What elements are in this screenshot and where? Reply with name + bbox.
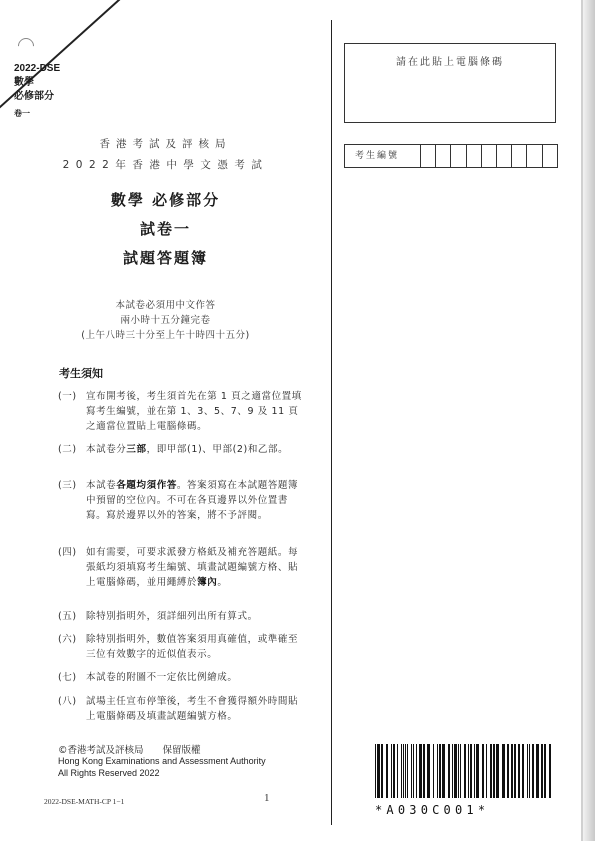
paper-title-paper: 試卷一: [139, 220, 191, 238]
barcode-bar: [493, 744, 495, 798]
barcode-bar: [452, 744, 453, 798]
instruction-number: (四): [58, 547, 77, 558]
instruction-item: [58, 545, 308, 590]
barcode-bar: [377, 744, 380, 798]
barcode-bar: [458, 744, 459, 798]
instruction-number: (三): [58, 480, 77, 491]
barcode-bar: [423, 744, 425, 798]
candidate-digit-box[interactable]: [543, 145, 557, 167]
instruction-text: 本試卷的附圖不一定依比例繪成。: [86, 672, 238, 683]
barcode-bar: [490, 744, 492, 798]
page-edge-shadow: [583, 0, 595, 841]
candidate-number-cells[interactable]: [421, 145, 557, 167]
barcode-bar: [433, 744, 434, 798]
instruction-item: [58, 478, 308, 523]
barcode-bar: [381, 744, 383, 798]
barcode-bar: [502, 744, 505, 798]
instruction-emphasis: 簿內: [197, 577, 218, 588]
barcode-bar: [536, 744, 539, 798]
candidate-digit-box[interactable]: [421, 145, 436, 167]
barcode-bar: [393, 744, 395, 798]
instruction-text: ，即甲部(1)、甲部(2)和乙部。: [146, 444, 289, 455]
copyright-notice: ©香港考試及評核局 保留版權: [58, 745, 201, 756]
instruction-text: 試場主任宣布停筆後，考生不會獲得額外時間貼上電腦條碼及填畫試題編號方格。: [86, 696, 299, 722]
barcode-number: *A030C001*: [375, 803, 490, 817]
barcode-bar: [460, 744, 461, 798]
candidate-digit-box[interactable]: [527, 145, 542, 167]
barcode-bar: [544, 744, 546, 798]
instruction-text: 宣布開考後，考生須首先在第 1 頁之適當位置填寫考生編號，並在第 1、3、5、7、9 及 11 頁之適當位置貼上電腦條碼。: [86, 391, 302, 432]
language-note: 本試卷必須用中文作答: [115, 300, 216, 311]
barcode-bar: [474, 744, 475, 798]
barcode-bar: [416, 744, 417, 798]
page-number: 1: [264, 792, 270, 804]
candidate-digit-box[interactable]: [497, 145, 512, 167]
duration-note: 兩小時十五分鐘完卷: [120, 315, 211, 326]
barcode-bar: [482, 744, 484, 798]
barcode-bar: [391, 744, 392, 798]
barcode-bar: [476, 744, 479, 798]
barcode-bar: [407, 744, 408, 798]
barcode-bar: [448, 744, 450, 798]
punch-hole-icon: [15, 35, 38, 58]
barcode-bar: [549, 744, 551, 798]
paper-title-booklet: 試題答題簿: [122, 249, 208, 267]
candidate-digit-box[interactable]: [451, 145, 466, 167]
barcode-bar: [464, 744, 466, 798]
candidate-digit-box[interactable]: [467, 145, 482, 167]
rights-reserved: All Rights Reserved 2022: [58, 768, 160, 778]
barcode-bar: [527, 744, 528, 798]
instruction-item: [58, 694, 308, 724]
candidate-digit-box[interactable]: [436, 145, 451, 167]
candidate-digit-box[interactable]: [482, 145, 497, 167]
barcode-bar: [386, 744, 388, 798]
paper-title-subject: 數學 必修部分: [110, 191, 221, 209]
barcode-bar: [403, 744, 404, 798]
instruction-text: 除特別指明外，數值答案須用真確值，或準確至三位有效數字的近似值表示。: [86, 634, 299, 660]
barcode-bar: [419, 744, 422, 798]
candidate-number-label: 考生編號: [345, 145, 421, 167]
barcode-bar: [529, 744, 530, 798]
barcode-image: [375, 744, 551, 798]
barcode-bar: [518, 744, 520, 798]
exam-name: 2022年香港中學文憑考試: [62, 159, 269, 171]
page-divider: [331, 20, 332, 825]
instruction-number: (八): [58, 696, 77, 707]
barcode-bar: [405, 744, 406, 798]
instruction-item: [58, 442, 308, 457]
barcode-bar: [514, 744, 516, 798]
instruction-text: 本試卷: [86, 480, 117, 491]
instruction-item: [58, 632, 308, 662]
instruction-text: 。: [217, 577, 228, 588]
barcode-bar: [522, 744, 524, 798]
instruction-text: 本試卷分: [86, 444, 127, 455]
instruction-text: 除特別指明外，須詳細列出所有算式。: [86, 611, 258, 622]
barcode-bar: [532, 744, 534, 798]
instruction-item: [58, 609, 308, 624]
barcode-bar: [541, 744, 543, 798]
barcode-bar: [437, 744, 438, 798]
barcode-bar: [468, 744, 469, 798]
corner-year: 2022-DSE: [14, 63, 61, 74]
barcode-bar: [413, 744, 414, 798]
instructions-heading: 考生須知: [59, 367, 103, 380]
barcode-bar: [511, 744, 513, 798]
time-note: (上午八時三十分至上午十時四十五分): [81, 330, 250, 341]
barcode-bar: [454, 744, 457, 798]
corner-paper: 卷一: [14, 109, 30, 118]
authority-name: 香港考試及評核局: [99, 138, 232, 150]
barcode-bar: [375, 744, 376, 798]
barcode-bar: [486, 744, 487, 798]
candidate-number-field[interactable]: [344, 144, 558, 168]
barcode-bar: [411, 744, 412, 798]
authority-name-english: Hong Kong Examinations and Assessment Authority: [58, 756, 266, 766]
barcode-bar: [470, 744, 472, 798]
instruction-item: [58, 389, 308, 434]
instruction-text: 。答案須寫在本試題答題簿中預留的空位內。不可在各頁邊界以外位置書寫。寫於邊界以外的答案，將不予評閱。: [86, 480, 299, 521]
corner-label: [14, 62, 60, 121]
instruction-item: [58, 670, 308, 685]
instruction-number: (五): [58, 611, 77, 622]
instruction-emphasis: 三部: [126, 444, 147, 455]
instruction-number: (二): [58, 444, 77, 455]
barcode-bar: [439, 744, 441, 798]
instruction-number: (一): [58, 391, 77, 402]
barcode-bar: [427, 744, 430, 798]
barcode-label-instruction: 請在此貼上電腦條碼: [396, 57, 504, 68]
candidate-digit-box[interactable]: [512, 145, 527, 167]
barcode-bar: [496, 744, 499, 798]
paper-code: 2022-DSE-MATH-CP 1−1: [44, 797, 125, 806]
instruction-number: (六): [58, 634, 77, 645]
barcode-bar: [401, 744, 402, 798]
instruction-number: (七): [58, 672, 77, 683]
corner-subject: 數學: [14, 77, 34, 88]
barcode-bar: [397, 744, 398, 798]
barcode-bar: [442, 744, 445, 798]
instruction-text: 如有需要，可要求派發方格紙及補充答題紙。每張紙均須填寫考生編號、填畫試題編號方格、貼上電腦條碼，並用繩縛於: [86, 547, 299, 588]
corner-part: 必修部分: [14, 91, 54, 102]
instruction-emphasis: 各題均須作答: [116, 480, 177, 491]
barcode-bar: [507, 744, 509, 798]
barcode-label-area: [344, 43, 556, 123]
